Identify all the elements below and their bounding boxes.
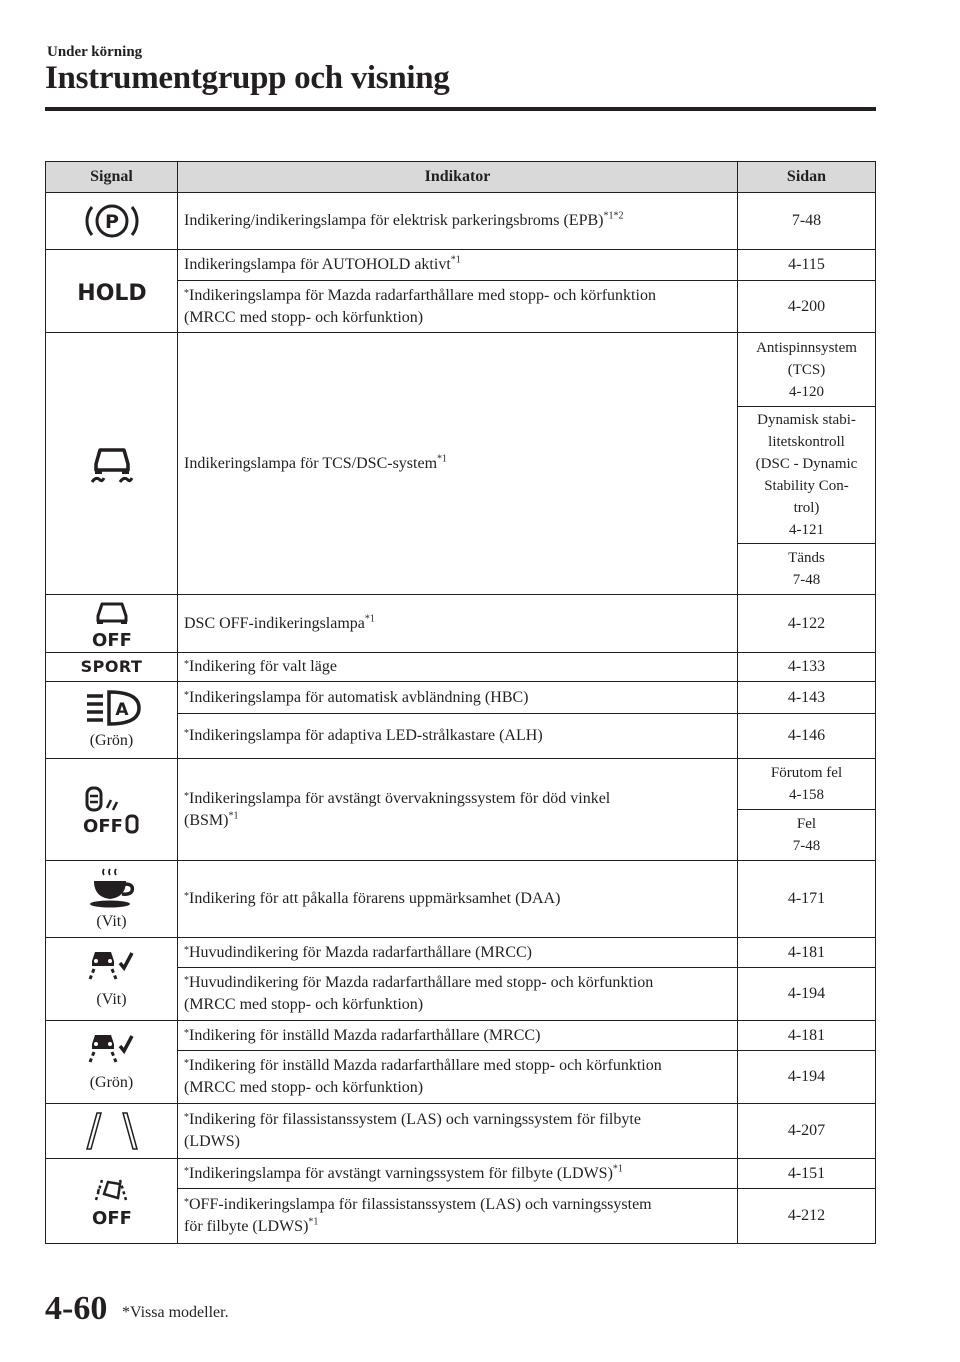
indicator-table [45,161,876,1244]
signal-cell [46,1159,178,1244]
signal-cell [46,193,178,250]
svg-text:OFF: OFF [91,1208,132,1228]
header-signal: Signal [46,162,178,193]
header-page: Sidan [738,162,876,193]
page-cell: 7-48 [738,193,876,250]
page-cell: 4-181 [738,938,876,968]
title-rule [45,107,876,111]
icon-color-note: (Grön) [89,732,134,749]
svg-text:OFF: OFF [91,629,132,648]
signal-cell [46,861,178,938]
signal-cell [46,938,178,1021]
table-row [46,250,876,281]
page-cell: 4-181 [738,1021,876,1051]
autohold-icon [77,278,147,304]
icon-color-note: (Grön) [89,1074,134,1091]
indicator-cell: *Indikeringslampa för avstängt varningssystem för filbyte (LDWS)$^{*1}$ [178,1159,738,1189]
indicator-cell: *OFF-indikeringslampa för filassistanssystem (LAS) och varningssystem för filbyte (LDWS)$^{*1}$ [178,1189,738,1244]
svg-text:A: A [114,700,129,720]
svg-text:HOLD: HOLD [76,281,147,304]
page-cell: 4-146 [738,714,876,759]
section-label: Under körning [47,44,143,60]
lane-lines-icon [77,1109,147,1153]
mrcc-set-icon [82,1030,142,1072]
indicator-cell: *Indikeringslampa för adaptiva LED-strålkastare (ALH) [178,714,738,759]
parking-brake-icon [80,201,144,241]
page-cell: Fel 7-48 [738,810,876,861]
table-row [46,861,876,938]
icon-color-note: (Vit) [96,991,127,1008]
signal-cell [46,1021,178,1104]
page-title: Instrumentgrupp och visning [45,60,450,96]
table-row [46,1159,876,1189]
table-row [46,333,876,407]
page-cell: 4-133 [738,653,876,682]
indicator-cell: *Indikering för inställd Mazda radarfarthållare med stopp- och körfunktion (MRCC med stopp- och körfunktion) [178,1051,738,1104]
page-number: 4-60 [45,1290,108,1327]
indicator-cell: Indikering/indikeringslampa för elektrisk parkeringsbroms (EPB)$^{*1*2}$ [178,193,738,250]
page-cell: 4-200 [738,281,876,333]
page-cell: 4-194 [738,968,876,1021]
signal-cell [46,333,178,595]
signal-cell [46,653,178,682]
icon-color-note: (Vit) [96,913,127,930]
mrcc-main-icon [82,947,142,989]
indicator-cell: *Indikering för att påkalla förarens uppmärksamhet (DAA) [178,861,738,938]
svg-text:OFF: OFF [82,815,123,836]
signal-cell [46,250,178,333]
sport-mode-icon: SPORT [80,656,143,676]
table-header-row [46,162,876,193]
coffee-cup-icon [82,865,142,911]
ldws-off-icon [82,1174,142,1228]
header-indicator: Indikator [178,162,738,193]
page-cell: 4-115 [738,250,876,281]
dsc-off-icon [82,600,142,648]
indicator-cell: *Indikeringslampa för automatisk avbländning (HBC) [178,682,738,714]
signal-cell [46,1104,178,1159]
table-row [46,682,876,714]
page-cell: 4-143 [738,682,876,714]
signal-cell [46,595,178,653]
page-cell: Dynamisk stabi- litetskontroll (DSC - Dynamic Stability Con- trol) 4-121 [738,407,876,544]
signal-cell [46,759,178,861]
auto-high-beam-icon [77,688,147,730]
table-row [46,595,876,653]
table-row [46,938,876,968]
indicator-cell: *Indikeringslampa för Mazda radarfarthållare med stopp- och körfunktion (MRCC med stopp- och körfunktion) [178,281,738,333]
page-cell: Antispinnsystem (TCS) 4-120 [738,333,876,407]
table-row [46,193,876,250]
page-cell: 4-207 [738,1104,876,1159]
footnote: *Vissa modeller. [122,1304,229,1321]
page-cell: 4-151 [738,1159,876,1189]
indicator-cell: *Huvudindikering för Mazda radarfarthållare (MRCC) [178,938,738,968]
table-row [46,1021,876,1051]
indicator-cell: *Indikering för inställd Mazda radarfarthållare (MRCC) [178,1021,738,1051]
indicator-cell: *Indikering för filassistanssystem (LAS) och varningssystem för filbyte (LDWS) [178,1104,738,1159]
indicator-cell: *Indikering för valt läge [178,653,738,682]
page-cell: Tänds 7-48 [738,544,876,595]
indicator-cell: *Huvudindikering för Mazda radarfarthållare med stopp- och körfunktion (MRCC med stopp- och körfunktion) [178,968,738,1021]
bsm-off-icon [77,784,147,836]
table-row [46,759,876,810]
indicator-cell: Indikeringslampa för AUTOHOLD aktivt$^{*1}$ [178,250,738,281]
page-cell: Förutom fel 4-158 [738,759,876,810]
page-cell: 4-194 [738,1051,876,1104]
signal-cell [46,682,178,759]
indicator-cell: DSC OFF-indikeringslampa$^{*1}$ [178,595,738,653]
tcs-dsc-icon [82,442,142,486]
indicator-cell: Indikeringslampa för TCS/DSC-system$^{*1}$ [178,333,738,595]
page-cell: 4-171 [738,861,876,938]
page-cell: 4-212 [738,1189,876,1244]
table-row [46,653,876,682]
table-row [46,1104,876,1159]
page-cell: 4-122 [738,595,876,653]
svg-text:P: P [104,211,119,233]
indicator-cell: *Indikeringslampa för avstängt övervakningssystem för död vinkel (BSM)$^{*1}$ [178,759,738,861]
